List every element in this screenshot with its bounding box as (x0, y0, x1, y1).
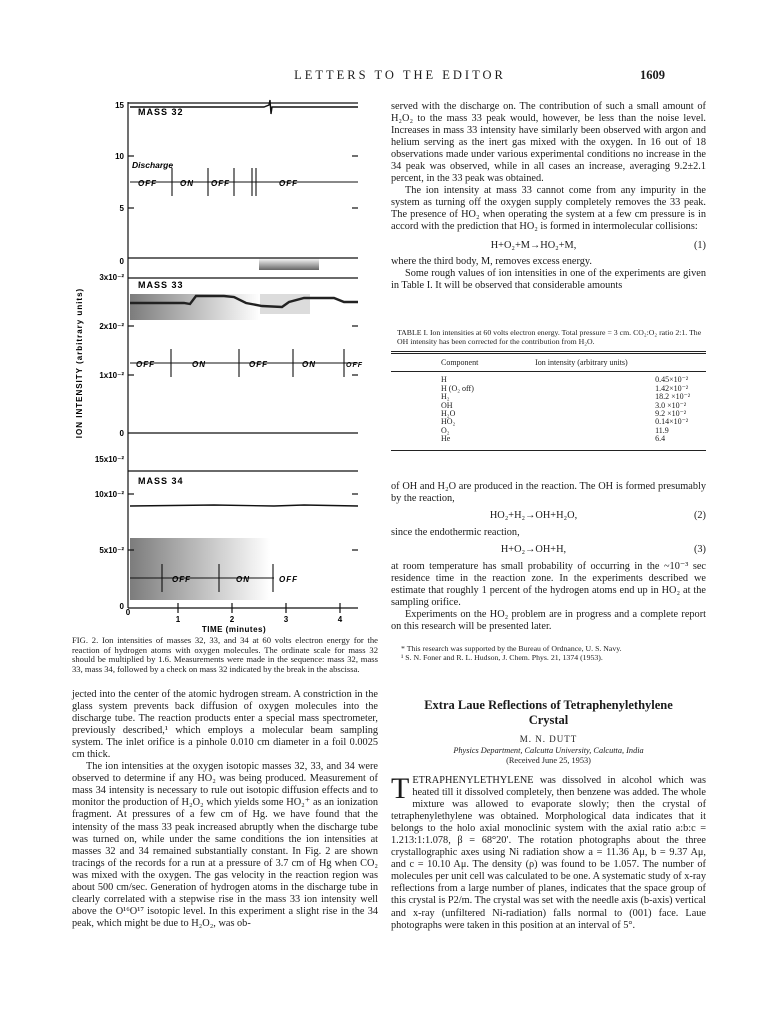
figure-caption: FIG. 2. Ion intensities of masses 32, 33, and 34 at 60 volts electron energy for the reaction of hydrogen atoms with oxygen molecules. The ordinate scale for mass 32 should be multiplied by 1.6. Measurements were made in the sequence: mass 32, mass 33, mass 34, followed by a check on mass 32 indicated by the break in the abscissa. (72, 635, 378, 674)
paragraph: where the third body, M, removes excess energy. (391, 255, 592, 267)
paragraph: The ion intensities at the oxygen isotopic masses 32, 33, and 34 were observed to determine if any HO₂ was being produced. Measurement of mass 34 intensity is necessary to rule out isotopic diffusion effects and to monitor the production of H₂O₂ which yields some HO₂⁺ as an ionization fragment. At pressures of a few cm of Hg. we have found that the intensity of the mass 33 peak increased abruptly when the discharge tube was turned on, while under the same conditions the ion intensities at masses 32 and 34 remained substantially constant. In Fig. 2 are shown tracings of the records for a run at a pressure of 3.7 cm of Hg when CO₂ was mixed with the oxygen. The gas velocity in the reaction region was about 500 cm/sec. Generation of hydrogen atoms in the discharge tube in clearly correlated with a stepwise rise in the mass 33 ion intensity well above the O¹⁶O¹⁷ isotopic level. In this experiment a slight rise in the 34 peak, which might be due to H₂O₂, was ob- (72, 761, 378, 929)
drop-cap: T (391, 772, 410, 805)
table-cell: HO₂ (441, 417, 456, 427)
y-tick: 15 (115, 101, 124, 110)
footnotes (391, 645, 706, 663)
segment-label: ON (180, 179, 194, 188)
footnote: ¹ S. N. Foner and R. L. Hudson, J. Chem. Phys. 21, 1374 (1953). (401, 653, 603, 663)
panel-label-mass-32: MASS 32 (138, 107, 184, 117)
segment-label: OFF (138, 179, 157, 188)
segment-label: OFF (249, 360, 268, 369)
y-tick: 5x10⁻² (99, 546, 124, 555)
trace-mass-34 (130, 505, 358, 600)
table-cell: 11.9 (655, 425, 669, 435)
article-author: M. N. DUTT (519, 734, 578, 744)
paragraph: at room temperature has small probability of occurring in the ~10⁻³ sec residence time in the reaction zone. In the experiments described we estimate that roughly 1 percent of the hydrogen atoms end up in HO₂ at the sampling orifice. (391, 561, 706, 609)
equation-1 (391, 240, 706, 254)
y-tick: 10x10⁻² (94, 490, 124, 499)
table-cell: H (441, 375, 447, 385)
equation-2 (391, 510, 706, 524)
discharge-annotation: Discharge (132, 160, 174, 170)
x-tick: 1 (175, 615, 181, 624)
y-tick: 0 (119, 602, 124, 611)
table-cell: 18.2 ×10⁻² (655, 392, 691, 402)
discharge-markers (130, 168, 358, 592)
table-cell: 6.4 (655, 434, 666, 444)
y-tick: 1x10⁻² (99, 371, 124, 380)
segment-label: OFF (211, 179, 230, 188)
article-title: Extra Laue Reflections of Tetraphenylethylene Crystal (424, 698, 673, 727)
x-tick: 2 (229, 615, 235, 624)
ion-table (391, 354, 706, 450)
footnote: * This research was supported by the Bureau of Ordnance, U. S. Navy. (401, 644, 622, 654)
y-axis-title: ION INTENSITY (arbitrary units) (75, 287, 84, 439)
equation-3 (391, 544, 706, 558)
panel-label-mass-33: MASS 33 (138, 280, 184, 290)
article-received: (Received June 25, 1953) (506, 756, 591, 765)
figure-axes (128, 102, 358, 613)
segment-label: OFF (346, 362, 363, 369)
table-cell: 0.14×10⁻² (655, 417, 689, 427)
equation-text: H+O₂+M→HO₂+M, (490, 239, 577, 251)
y-tick: 5 (119, 204, 124, 213)
table-cell: 3.0 ×10⁻² (655, 400, 687, 410)
y-tick: 3x10⁻² (99, 273, 124, 282)
paragraph: ETRAPHENYLETHYLENE was dissolved in alcohol which was heated till it dissolved completely, then benzene was added. The whole mixture was allowed to evaporate slowly; then the crystal of tetraphenylethylene was obtained. Morphological data indicates that it belongs to the holo axial monoclinic system with the axial ratio a:b:c = 1.213:1:1.078, β = 68°20′. The rotation photographs about the three crystallographic axes using Ni radiation show a = 11.36 Aμ, b = 9.37 Aμ, and c = 10.10 Aμ. The density (ρ) was found to be 1.057. The number of molecules per unit cell was calculated to be one. A systematic study of x-ray reflections from a large number of planes, indicates that the space group of this crystal is P2/m. The crystal was set with the needle axis (b-axis) vertical and x-ray (unfiltered Ni-radiation) falls normal to (001) face. Laue photographs were taken in this position at an interval of 5°. (391, 775, 706, 931)
equation-text: HO₂+H₂→OH+H₂O, (489, 510, 578, 522)
left-column-lower (72, 689, 378, 930)
article-affiliation: Physics Department, Calcutta University, Calcutta, India (453, 746, 644, 755)
paragraph: served with the discharge on. The contribution of such a small amount of H₂O₂ to the mass 33 peak would, however, be less than the noise level. Increases in mass 33 intensity have similarly been observed with argon and helium serving as the inert gas mixed with the oxygen. In 16 out of 18 observations made under various experimental conditions no increase in the 34 peak was observed, while in all cases an increase, averaging 9.2±2.1 percent, in the 33 peak was obtained. (391, 101, 706, 185)
y-tick: 2x10⁻² (99, 322, 124, 331)
paragraph: The ion intensity at mass 33 cannot come from any impurity in the system as turning off the oxygen supply completely removes the 33 peak. The presence of HO₂ when operating the system at a few cm pressure is in accord with the prediction that HO₂ is formed in intermolecular collisions: (391, 185, 706, 233)
y-tick: 0 (119, 257, 124, 266)
right-column-upper (391, 101, 706, 292)
table-1 (391, 328, 706, 451)
table-cell: H₂O (441, 409, 456, 419)
y-tick: 10 (115, 152, 124, 161)
y-tick: 15x10⁻² (94, 455, 124, 464)
table-cell: 0.45×10⁻² (655, 375, 689, 385)
page-number: 1609 (640, 68, 665, 82)
table-cell: 1.42×10⁻² (655, 383, 689, 393)
page-header (0, 68, 768, 84)
paragraph: Experiments on the HO₂ problem are in progress and a complete report on this research will be presented later. (391, 609, 706, 633)
table-header: Component (441, 358, 479, 367)
x-tick: 4 (337, 615, 343, 624)
segment-label: OFF (279, 575, 298, 584)
table-cell: OH (441, 400, 453, 410)
panel-label-mass-34: MASS 34 (138, 476, 184, 486)
segment-label: OFF (136, 360, 155, 369)
article-body (391, 772, 706, 932)
paragraph: since the endothermic reaction, (391, 527, 520, 539)
segment-label: OFF (279, 179, 298, 188)
table-header: Ion intensity (arbitrary units) (535, 358, 628, 367)
article-extra-laue (391, 698, 706, 932)
table-cell: O₂ (441, 425, 450, 435)
segment-label: ON (192, 360, 206, 369)
running-title: LETTERS TO THE EDITOR (294, 68, 506, 82)
figure-2 (74, 98, 380, 634)
equation-number: (1) (693, 239, 706, 251)
x-axis-title: TIME (minutes) (201, 625, 267, 634)
x-tick: 0 (125, 608, 131, 617)
y-tick: 0 (119, 429, 124, 438)
segment-label: ON (302, 360, 316, 369)
paragraph: Some rough values of ion intensities in one of the experiments are given in Table I. It will be observed that considerable amounts (391, 267, 706, 291)
segment-label: ON (236, 575, 250, 584)
paragraph: of OH and H₂O are produced in the reaction. The OH is formed presumably by the reaction, (391, 481, 706, 505)
x-tick: 3 (283, 615, 289, 624)
paragraph: jected into the center of the atomic hydrogen stream. A constriction in the glass system prevents back diffusion of oxygen molecules into the discharge tube. The reaction products enter a special mass spectrometer, previously described,¹ which employs a molecular beam sampling system. The inlet orifice is a pinhole 0.010 cm diameter in a foil 0.0025 cm thick. (72, 689, 378, 761)
table-caption: TABLE I. Ion intensities at 60 volts electron energy. Total pressure = 3 cm. CO₂:O₂ ratio 2:1. The OH intensity has been corrected for the contribution from H₂O. (397, 328, 702, 346)
equation-number: (2) (693, 510, 706, 522)
equation-number: (3) (693, 544, 706, 556)
table-cell: 9.2 ×10⁻² (655, 409, 687, 419)
right-column-lower (391, 481, 706, 663)
segment-label: OFF (172, 575, 191, 584)
equation-text: H+O₂→OH+H, (500, 544, 567, 556)
table-cell: He (441, 434, 451, 444)
table-cell: H (O₂ off) (441, 383, 474, 393)
table-cell: H₂ (441, 392, 450, 402)
